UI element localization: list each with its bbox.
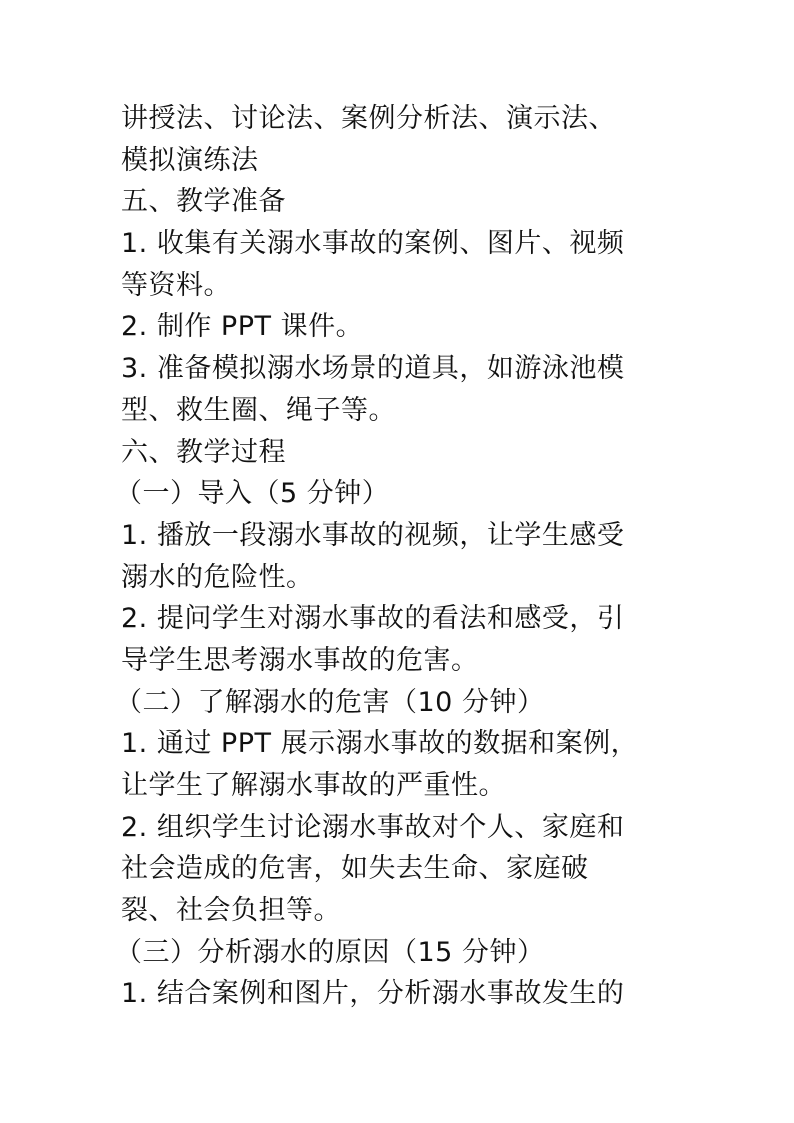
text-line: 导学生思考溺水事故的危害。 <box>121 644 479 676</box>
text-line: 3. 准备模拟溺水场景的道具，如游泳池模 <box>121 353 625 385</box>
subsection-heading: （二）了解溺水的危害（10 分钟） <box>115 686 545 718</box>
subsection-heading: （三）分析溺水的原因（15 分钟） <box>115 936 545 968</box>
text-line: 1. 结合案例和图片，分析溺水事故发生的 <box>121 978 625 1010</box>
text-line: 1. 收集有关溺水事故的案例、图片、视频 <box>121 228 625 260</box>
text-line: 1. 播放一段溺水事故的视频，让学生感受 <box>121 519 625 551</box>
text-line: 1. 通过 PPT 展示溺水事故的数据和案例， <box>121 728 639 760</box>
section-heading: 五、教学准备 <box>121 186 286 218</box>
text-line: 型、救生圈、绳子等。 <box>121 394 396 426</box>
text-line: 讲授法、讨论法、案例分析法、演示法、 <box>121 103 616 134</box>
section-heading: 六、教学过程 <box>121 436 286 468</box>
text-line: 溺水的危险性。 <box>121 561 314 593</box>
text-line: 等资料。 <box>121 269 231 301</box>
text-line: 模拟演练法 <box>121 144 259 176</box>
document-body <box>115 98 661 1015</box>
text-line: 让学生了解溺水事故的严重性。 <box>121 770 506 801</box>
text-line: 社会造成的危害，如失去生命、家庭破 <box>121 853 589 885</box>
text-line: 2. 组织学生讨论溺水事故对个人、家庭和 <box>121 811 625 843</box>
subsection-heading: （一）导入（5 分钟） <box>115 478 390 510</box>
text-line: 裂、社会负担等。 <box>121 895 341 927</box>
text-line: 2. 提问学生对溺水事故的看法和感受，引 <box>121 603 625 635</box>
text-line: 2. 制作 PPT 课件。 <box>121 311 364 343</box>
